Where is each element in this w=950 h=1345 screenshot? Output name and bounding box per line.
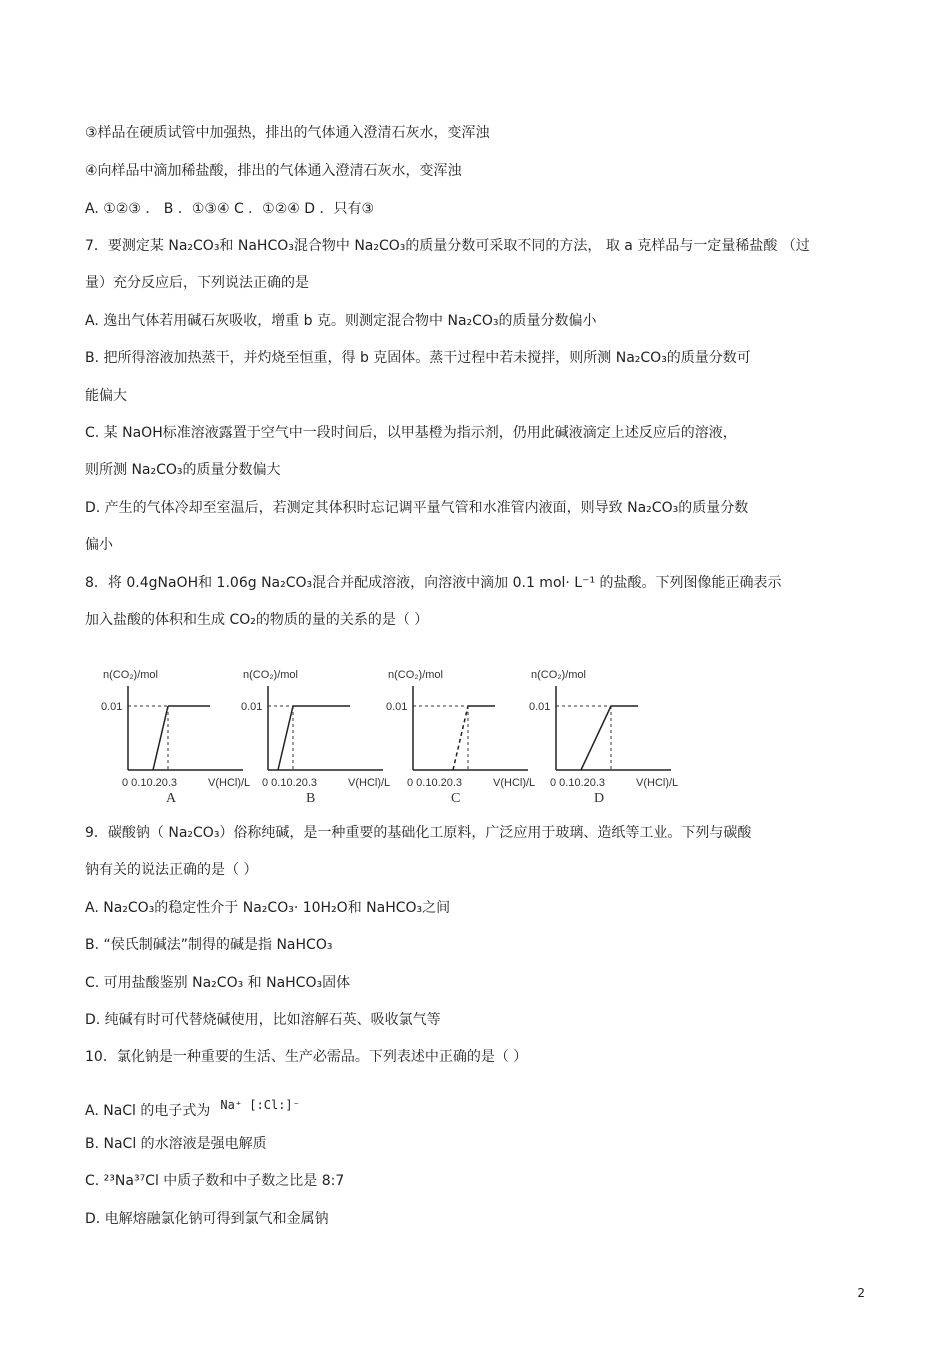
text-line-24: C. ²³Na³⁷Cl 中质子数和中子数之比是 8:7	[85, 1173, 345, 1189]
nacl-electron-formula: Na⁺ [:Cl:]⁻	[220, 1098, 300, 1112]
graph-caption: B	[306, 791, 316, 806]
graph-caption: D	[594, 791, 605, 806]
graph-c-svg	[380, 658, 540, 806]
text-line-17: A. Na₂CO₃的稳定性介于 Na₂CO₃· 10H₂O和 NaHCO₃之间	[85, 900, 451, 916]
x-axis-label: V(HCl)/L	[493, 777, 536, 789]
graph-caption: A	[166, 791, 177, 806]
text-line-7: B. 把所得溶液加热蒸干，并灼烧至恒重，得 b 克固体。蒸干过程中若未搅拌，则所测 Na₂CO₃的质量分数可	[85, 350, 751, 366]
x-axis-label: V(HCl)/L	[348, 777, 391, 789]
text-line-2: ④向样品中滴加稀盐酸，排出的气体通入澄清石灰水，变浑浊	[85, 163, 462, 179]
y-tick-label: 0.01	[386, 701, 408, 713]
graph-d	[523, 658, 683, 806]
rise-line	[453, 706, 468, 770]
rise-line	[153, 706, 168, 770]
text-line-21: 10．氯化钠是一种重要的生活、生产必需品。下列表述中正确的是（ ）	[85, 1049, 528, 1065]
graph-a-svg	[95, 658, 255, 806]
text-line-18: B. “侯氏制碱法”制得的碱是指 NaHCO₃	[85, 937, 333, 953]
text-line-4: 7．要测定某 Na₂CO₃和 NaHCO₃混合物中 Na₂CO₃的质量分数可采取不同的方法， 取 a 克样品与一定量稀盐酸 （过	[85, 238, 810, 254]
y-tick-label: 0.01	[529, 701, 551, 713]
y-axis-label: n(CO₂)/mol	[388, 669, 443, 681]
text-line-6: A. 逸出气体若用碱石灰吸收，增重 b 克。则测定混合物中 Na₂CO₃的质量分数偏小	[85, 313, 597, 329]
rise-line	[278, 706, 293, 770]
graph-b-svg	[235, 658, 395, 806]
text-line-9: C. 某 NaOH标准溶液露置于空气中一段时间后，以甲基橙为指示剂，仍用此碱液滴定上述反应后的溶液，	[85, 425, 737, 441]
rise-line	[581, 706, 611, 770]
graph-d-svg	[523, 658, 693, 806]
text-line-5: 量）充分反应后，下列说法正确的是	[85, 275, 309, 291]
text-line-15: 9．碳酸钠（ Na₂CO₃）俗称纯碱，是一种重要的基础化工原料，广泛应用于玻璃、造纸等工业。下列与碳酸	[85, 825, 752, 841]
text-line-8: 能偏大	[85, 388, 127, 404]
text-line-12: 偏小	[85, 537, 113, 553]
x-tick-labels: 0 0.10.20.3	[262, 777, 318, 789]
y-axis-label: n(CO₂)/mol	[531, 669, 586, 681]
text-line-1: ③样品在硬质试管中加强热，排出的气体通入澄清石灰水，变浑浊	[85, 125, 490, 141]
graph-caption: C	[451, 791, 461, 806]
text-line-22: A. NaCl 的电子式为 Na⁺ [:Cl:]⁻	[85, 1098, 300, 1119]
text-line-11: D. 产生的气体冷却至室温后，若测定其体积时忘记调平量气管和水准管内液面，则导致 Na₂CO₃的质量分数	[85, 500, 749, 516]
text-line-3: A. ①②③ ． B ．①③④ C ．①②④ D ．只有③	[85, 201, 375, 217]
text-line-16: 钠有关的说法正确的是（ ）	[85, 862, 258, 878]
text-line-23: B. NaCl 的水溶液是强电解质	[85, 1136, 267, 1152]
y-tick-label: 0.01	[101, 701, 123, 713]
text-line-13: 8．将 0.4gNaOH和 1.06g Na₂CO₃混合并配成溶液，向溶液中滴加 0.1 mol· L⁻¹ 的盐酸。下列图像能正确表示	[85, 575, 782, 591]
text-line-14: 加入盐酸的体积和生成 CO₂的物质的量的关系的是（ ）	[85, 612, 429, 628]
graph-b	[235, 658, 395, 806]
graph-c	[380, 658, 540, 806]
text-line-20: D. 纯碱有时可代替烧碱使用，比如溶解石英、吸收氯气等	[85, 1012, 441, 1028]
text-line-10: 则所测 Na₂CO₃的质量分数偏大	[85, 462, 281, 478]
y-tick-label: 0.01	[241, 701, 263, 713]
page-number: 2	[857, 1286, 865, 1300]
x-tick-labels: 0 0.10.20.3	[407, 777, 463, 789]
y-axis-label: n(CO₂)/mol	[103, 669, 158, 681]
graph-a	[95, 658, 255, 806]
text-line-19: C. 可用盐酸鉴别 Na₂CO₃ 和 NaHCO₃固体	[85, 975, 351, 991]
text-line-25: D. 电解熔融氯化钠可得到氯气和金属钠	[85, 1211, 329, 1227]
y-axis-label: n(CO₂)/mol	[243, 669, 298, 681]
x-tick-labels: 0 0.10.20.3	[550, 777, 606, 789]
x-tick-labels: 0 0.10.20.3	[122, 777, 178, 789]
x-axis-label: V(HCl)/L	[636, 777, 679, 789]
x-axis-label: V(HCl)/L	[208, 777, 251, 789]
